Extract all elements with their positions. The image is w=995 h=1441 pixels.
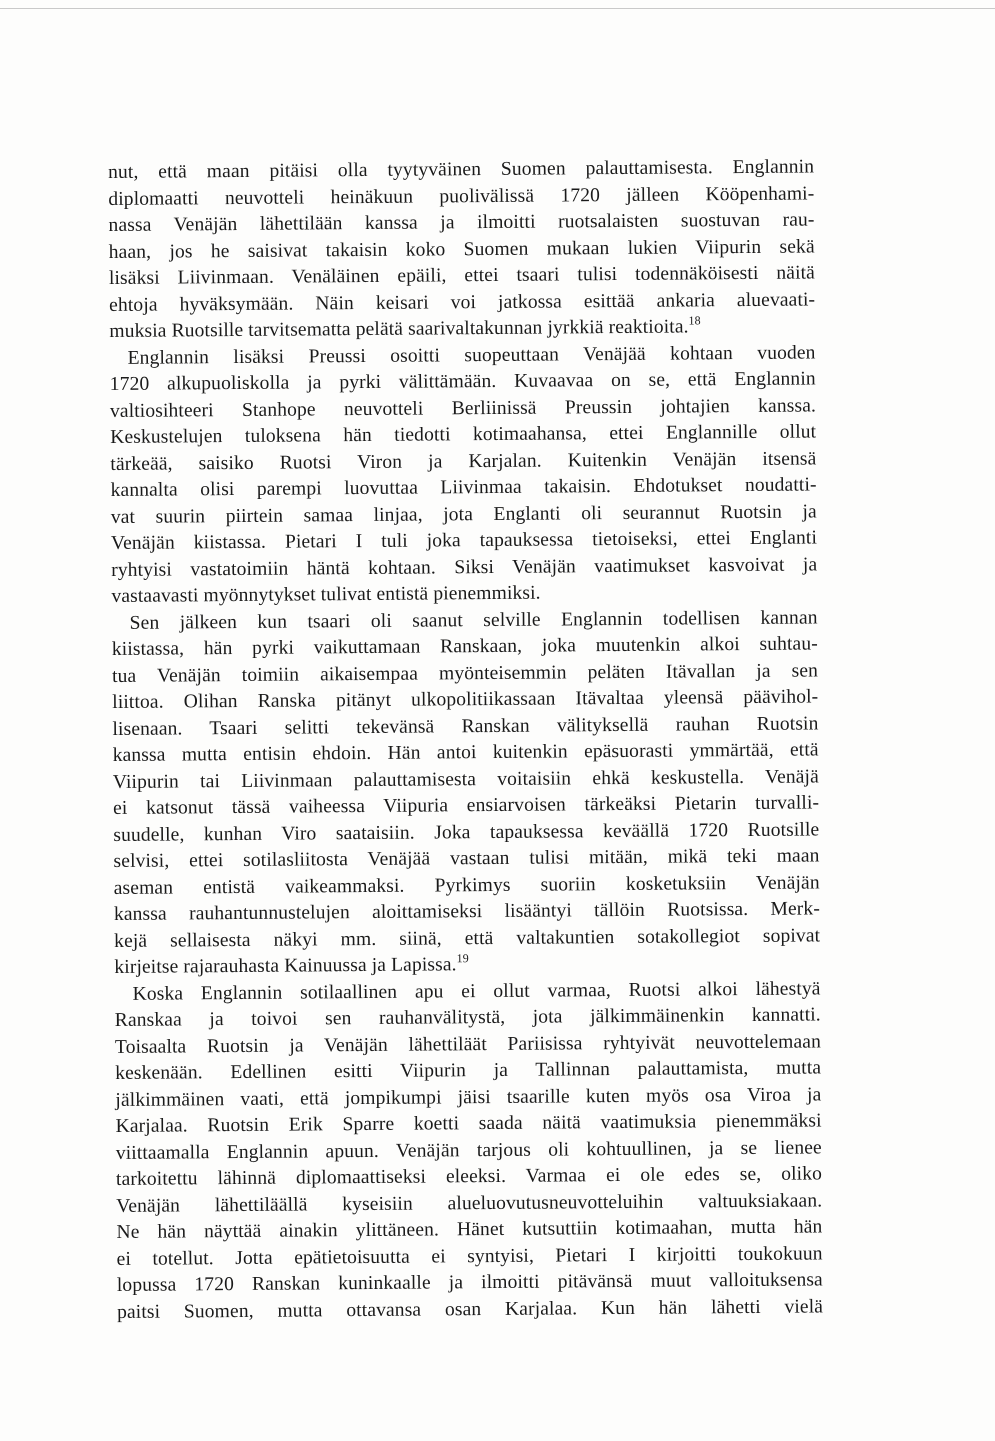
text-line-content: vastaavasti myönnytykset tulivat entistä pienemmiksi.: [111, 582, 541, 607]
text-line-content: Venäjän lähettiläällä kyseisiin alueluovutusneuvotteluihin valtuuksiakaan.: [116, 1189, 823, 1217]
text-line-content: lopussa 1720 Ranskan kuninkaalle ja ilmoitti pitävänsä muut valloituksensa: [116, 1269, 823, 1296]
text-line-content: Ranskaa ja toivoi sen rauhanvälitystä, jota jälkimmäinenkin kannatti.: [114, 1004, 821, 1031]
text-line-content: paitsi Suomen, mutta ottavansa osan Karjalaa. Kun hän lähetti vielä: [116, 1295, 824, 1323]
text-line-content: ei katsonut tässä vaiheessa Viipuria ensiarvoisen tärkeäksi Pietarin turvalli-: [113, 792, 820, 819]
text-line-content: kejä sellaisesta näkyi mm. siinä, että valtakuntien sotakollegiot sopivat: [114, 924, 821, 952]
text-line-content: viittaamalla Englannin apuun. Venäjän tarjous oli kohtuullinen, ja se lienee: [115, 1136, 822, 1164]
text-line-content: haan, jos he saisivat takaisin koko Suomen mukaan lukien Viipurin sekä: [108, 235, 815, 263]
text-line-content: 1720 alkupuoliskolla ja pyrki välittämään. Kuvaavaa on se, että Englannin: [109, 368, 816, 395]
text-line-content: suudelle, kunhan Viro saataisiin. Joka tapauksessa keväällä 1720 Ruotsille: [113, 818, 820, 846]
text-line: [114, 923, 820, 955]
text-line-content: Koska Englannin sotilaallinen apu ei ollut varmaa, Ruotsi alkoi lähestyä: [132, 977, 821, 1005]
footnote-marker[interactable]: 18: [688, 313, 701, 328]
text-line-content: ryhtyisi vastatoimiin häntä kohtaan. Siksi Venäjän vaatimukset kasvoivat ja: [111, 553, 818, 581]
text-line-content: kannalta olisi parempi luovuttaa Liivinmaa takaisin. Ehdotukset noudatti-: [110, 474, 817, 501]
text-line-content: muksia Ruotsille tarvitsematta pelätä saarivaltakunnan jyrkkiä reaktioita.: [109, 316, 689, 342]
text-line-content: liittoa. Olihan Ranska pitänyt ulkopolitiikassaan Itävaltaa yleensä päävihol-: [112, 686, 819, 713]
text-line-content: tärkeää, saisiko Ruotsi Viron ja Karjalan. Kuitenkin Venäjän itsensä: [110, 447, 817, 475]
text-line-content: jälkimmäinen vaati, että jompikumpi jäisi tsaarille kuten myös osa Viroa ja: [115, 1083, 822, 1111]
text-line: [117, 1294, 823, 1326]
text-line-content: Viipurin tai Liivinmaan palauttamisesta voitaisiin ehkä keskustella. Venäjä: [112, 765, 819, 793]
scan-edge-line: [0, 8, 995, 9]
text-line-content: keskenään. Edellinen esitti Viipurin ja Tallinnan palauttamista, mutta: [115, 1057, 822, 1084]
text-line-content: aseman entistä vaikeammaksi. Pyrkimys suoriin kosketuksiin Venäjän: [113, 871, 820, 899]
text-line-content: Sen jälkeen kun tsaari oli saanut selville Englannin todellisen kannan: [129, 606, 818, 634]
text-line-content: kirjeitse rajarauhasta Kainuussa ja Lapissa.: [114, 954, 457, 978]
text-line-content: diplomaatti neuvotteli heinäkuun puolivälissä 1720 jälleen Kööpenhami-: [108, 182, 815, 210]
text-line-content: kiistassa, hän pyrki vaikuttamaan Ranskaan, joka muutenkin alkoi suhtau-: [111, 633, 818, 660]
text-line-content: vat suurin piirtein samaa linjaa, jota Englanti oli seurannut Ruotsin ja: [110, 500, 817, 528]
text-line: [109, 287, 815, 319]
footnote-marker[interactable]: 19: [456, 951, 469, 966]
text-line-content: kanssa rauhantunnustelujen aloittamiseksi lisääntyi tällöin Ruotsissa. Merk-: [113, 898, 820, 925]
text-line-content: selvisi, ettei sotilasliitosta Venäjää vastaan tulisi mitään, mikä teki maan: [113, 845, 820, 872]
text-line-content: tua Venäjän toimiin aikaisempaa myönteisemmin peläten Itävallan ja sen: [111, 659, 819, 687]
text-line-content: nassa Venäjän lähettilään kanssa ja ilmoitti ruotsalaisten suostuvan rau-: [108, 209, 815, 236]
text-line-content: Englannin lisäksi Preussi osoitti suopeuttaan Venäjää kohtaan vuoden: [127, 341, 816, 369]
text-line-content: Karjalaa. Ruotsin Erik Sparre koetti saada näitä vaatimuksia pienemmäksi: [115, 1110, 822, 1137]
text-line-content: ehtoja hyväksymään. Näin keisari voi jatkossa esittää ankaria aluevaati-: [109, 288, 816, 316]
text-line-content: nut, että maan pitäisi olla tyytyväinen Suomen palauttamisesta. Englannin: [108, 156, 815, 183]
text-line-content: Venäjän kiistassa. Pietari I tuli joka tapauksessa tietoiseksi, ettei Englanti: [110, 527, 818, 554]
text-line: [111, 552, 817, 584]
body-text: [108, 154, 823, 1326]
text-line-content: Ne hän näyttää ainakin ylittäneen. Hänet kutsuttiin kotimaahan, mutta hän: [116, 1216, 823, 1243]
text-line-content: lisäksi Liivinmaan. Venäläinen epäili, ettei tsaari tulisi todennäköisesti näitä: [108, 262, 815, 289]
text-line-content: valtiosihteeri Stanhope neuvotteli Berliinissä Preussin johtajien kanssa.: [109, 394, 817, 422]
text-line-content: tarkoitettu lähinnä diplomaattiseksi eleeksi. Varmaa ei ole edes se, oliko: [115, 1163, 823, 1190]
text-line-content: ei totellut. Jotta epätietoisuutta ei syntyisi, Pietari I kirjoitti toukokuun: [116, 1242, 823, 1270]
text-line-content: Keskustelujen tuloksena hän tiedotti kotimaahansa, ettei Englannille ollut: [110, 421, 817, 448]
text-line-content: lisenaan. Tsaari selitti tekevänsä Ranskan välityksellä rauhan Ruotsin: [112, 712, 819, 740]
text-line-content: Toisaalta Ruotsin ja Venäjän lähettiläät Pariisissa ryhtyivät neuvottelemaan: [114, 1030, 822, 1058]
text-line-content: kanssa mutta entisin ehdoin. Hän antoi kuitenkin epäsuorasti ymmärtää, että: [112, 739, 819, 766]
